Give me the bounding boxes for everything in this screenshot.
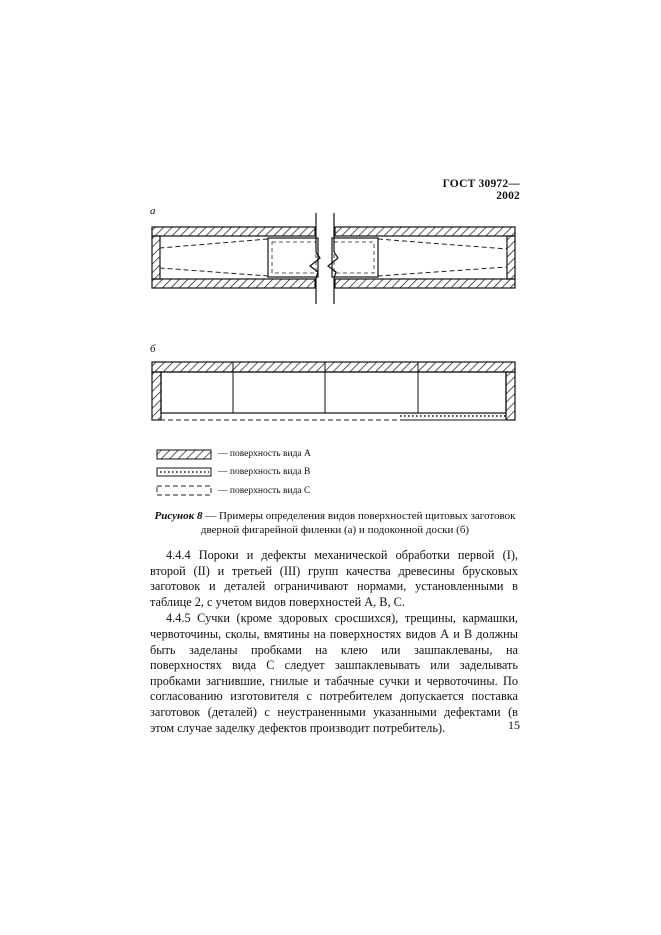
legend-text-a: — поверхность вида А [218, 449, 311, 459]
fig-a-taper-right [378, 239, 507, 276]
legend-text-b: — поверхность вида В [218, 467, 311, 477]
fig-a-left-strip [152, 236, 160, 279]
paragraph-4-4-5: 4.4.5 Сучки (кроме здоровых сросшихся), трещины, кармашки, червоточины, сколы, вмятины на поверхностях видов А и В должны быть заделаны пробками на клею или зашпаклеваны, на поверхностях вида С следует зашпаклевывать или заделывать пробками загнившие, гнилые и табачные сучки и червоточины. По согласованию изготовителя с потребителем допускается поставка заготовок (деталей) с неустраненными указанными дефектами (в этом случае заделку дефектов производит потребитель). [150, 611, 518, 735]
fig-a-bottom-left-strip [152, 279, 315, 288]
fig-a-taper-left [160, 239, 268, 276]
legend-swatch-hatched [157, 450, 211, 459]
caption-line-1: — Примеры определения видов поверхностей щитовых заготовок [202, 510, 516, 522]
fig-a-right-strip [507, 236, 515, 279]
fig-b-left-strip [152, 372, 161, 420]
caption-label: Рисунок 8 [154, 510, 203, 522]
fig-a-panel-left-inner [272, 242, 316, 273]
fig-b-inner-board [161, 372, 506, 413]
paragraph-4-4-4: 4.4.4 Пороки и дефекты механической обработки первой (I), второй (II) и третьей (III) групп качества древесины брусковых заготовок и деталей ограничивают нормами, установленными в таблице 2, с учетом видов поверхностей А, В, С. [150, 548, 518, 609]
fig-b-top-strip [152, 362, 515, 372]
legend-swatch-dashed [157, 486, 211, 495]
fig-b-right-strip [506, 372, 515, 420]
fig-a-bottom-right-strip [335, 279, 515, 288]
fig-a-top-right-strip [335, 227, 515, 236]
figure-b-drawing [152, 362, 515, 420]
body-text [150, 548, 518, 737]
document-header: ГОСТ 30972—2002 [442, 178, 520, 202]
figure-a-label: а [150, 205, 156, 217]
figure-caption [150, 509, 520, 537]
page-number: 15 [508, 718, 520, 732]
fig-a-panel-right-inner [334, 242, 374, 273]
fig-a-top-left-strip [152, 227, 315, 236]
caption-line-2: дверной фигарейной филенки (а) и подоконной доски (б) [200, 524, 470, 536]
fig-a-panel-right [332, 238, 378, 277]
fig-a-panel-left [268, 238, 318, 277]
figure-b-label: б [150, 343, 156, 355]
legend-text-c: — поверхность вида С [218, 486, 311, 496]
figure-a-drawing [152, 213, 515, 304]
